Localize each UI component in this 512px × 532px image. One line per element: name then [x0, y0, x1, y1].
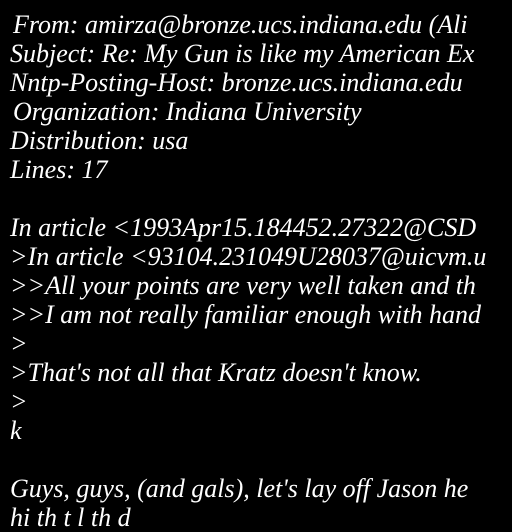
body-line: >	[10, 387, 28, 416]
body-line: k	[10, 416, 22, 445]
body-line: hi th t l th d	[10, 503, 131, 532]
header-organization: Organization: Indiana University	[13, 97, 362, 126]
header-lines: Lines: 17	[10, 155, 108, 184]
body-line: >	[10, 329, 28, 358]
body-line: >That's not all that Kratz doesn't know.	[10, 358, 422, 387]
body-line: In article <1993Apr15.184452.27322@CSD	[10, 213, 477, 242]
header-distribution: Distribution: usa	[10, 126, 189, 155]
body-line: >>I am not really familiar enough with hand	[10, 300, 482, 329]
header-from: From: amirza@bronze.ucs.indiana.edu (Ali	[13, 10, 468, 39]
header-nntp-posting-host: Nntp-Posting-Host: bronze.ucs.indiana.edu	[10, 68, 463, 97]
body-line: Guys, guys, (and gals), let's lay off Jason he	[10, 474, 469, 503]
body-line: >In article <93104.231049U28037@uicvm.u	[10, 242, 487, 271]
header-subject: Subject: Re: My Gun is like my American Ex	[10, 39, 475, 68]
body-line: >>All your points are very well taken and th	[10, 271, 476, 300]
